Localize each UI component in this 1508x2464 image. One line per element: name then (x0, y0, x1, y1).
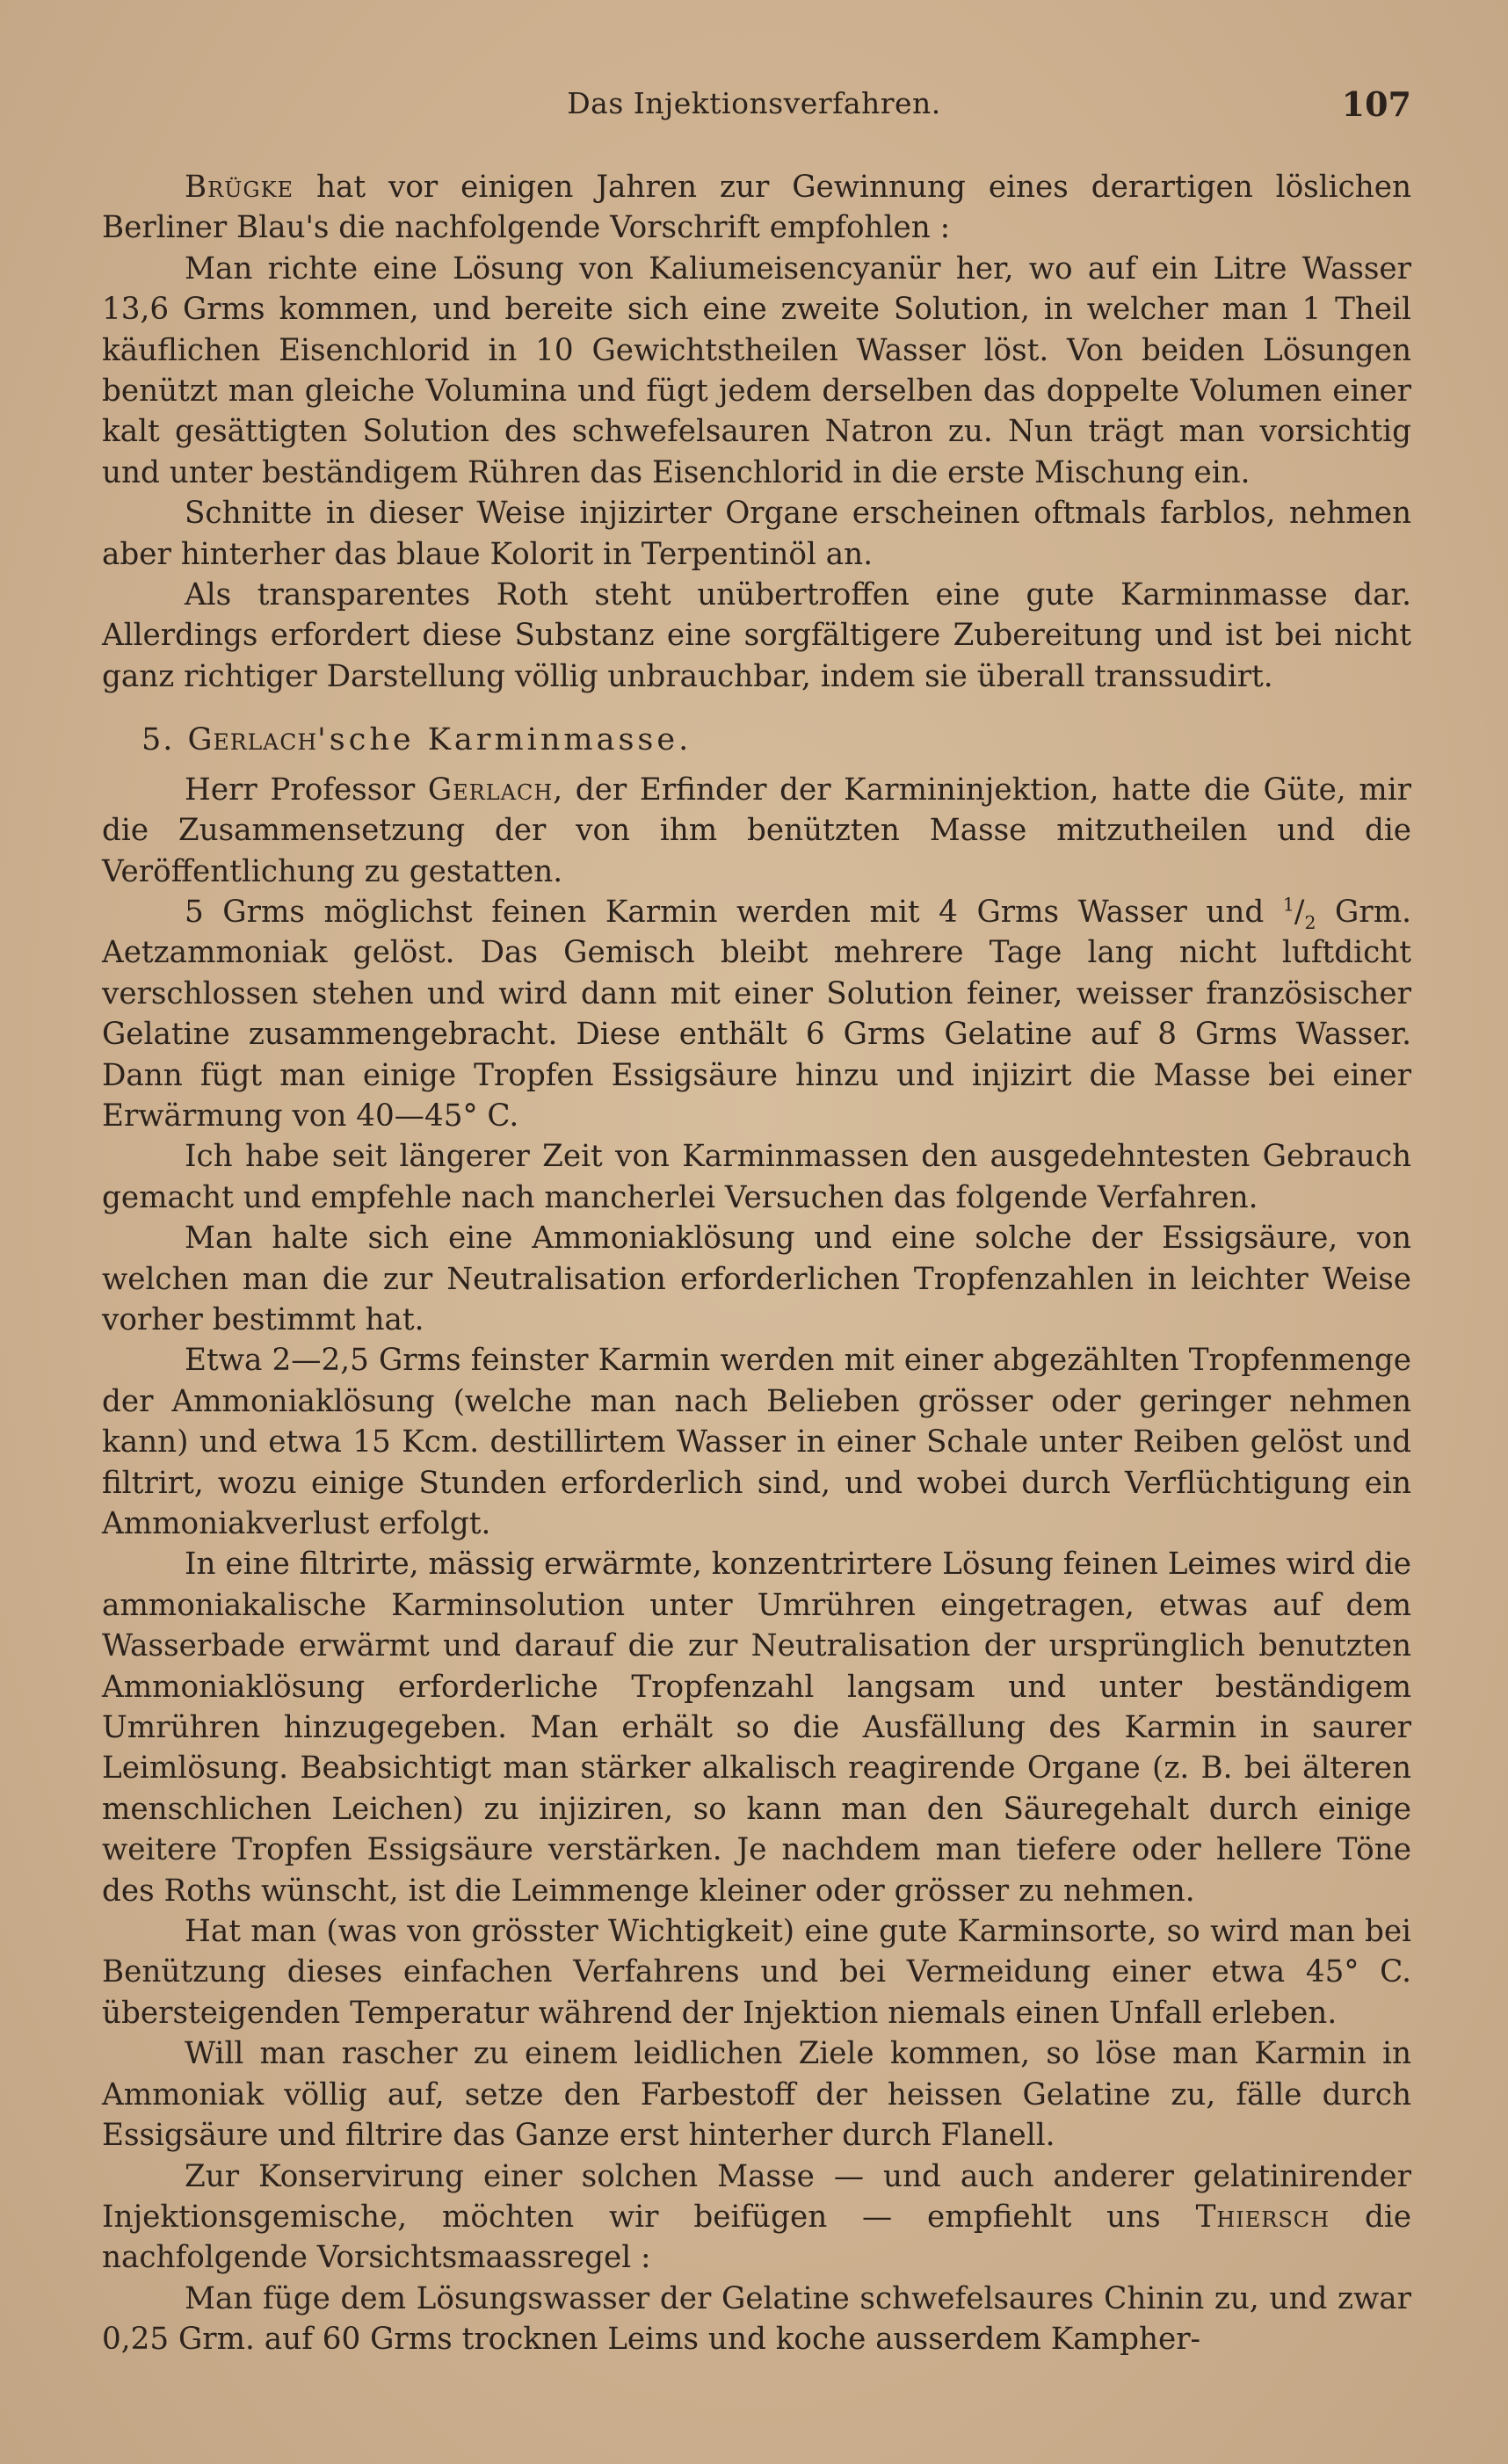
author-name-gerlach: Gerlach (427, 772, 554, 808)
paragraph-bruecke (102, 167, 1411, 249)
running-head-title: Das Injektionsverfahren. (567, 86, 941, 120)
paragraph-ammonia: Man halte sich eine Ammoniaklösung und eine solche der Essigsäure, von welchen man die zur Neutralisation erforderlichen Tropfenzahlen in leichter Weise vorher bestimmt hat. (102, 1221, 1411, 1337)
paragraph-transparent-red: Als transparentes Roth steht unübertroffen eine gute Karminmasse dar. Allerdings erfordert diese Substanz eine sorgfältigere Zubereitung und ist bei nicht ganz richtiger Darstellung völlig unbrauchbar, indem sie überall transsudirt. (102, 577, 1411, 694)
paragraph-gerlach-recipe: 5 Grms möglichst feinen Karmin werden mit 4 Grms Wasser und $^1/_2$ Grm. Aetzammoniak gelöst. Das Gemisch bleibt mehrere Tage lang nicht luftdicht verschlossen stehen und wird dann mit einer Solution feiner, weisser französischer Gelatine zusammengebracht. Diese enthält 6 Grms Gelatine auf 8 Grms Wasser. Dann fügt man einige Tropfen Essigsäure hinzu und injizirt die Masse bei einer Erwärmung von 40—45° C. (102, 894, 1411, 1134)
section-number: 5. (141, 722, 175, 758)
paragraph-good-carmine: Hat man (was von grösster Wichtigkeit) eine gute Karminsorte, so wird man bei Benützung dieses einfachen Verfahrens und bei Vermeidung einer etwa 45° C. übersteigenden Temperatur während der Injektion niemals einen Unfall erleben. (102, 1914, 1411, 2031)
paragraph-text: hat vor einigen Jahren zur Gewinnung eines derartigen löslichen Berliner Blau's die nachfolgende Vorschrift empfohlen : (102, 170, 1411, 246)
paragraph-carmine-amount: Etwa 2—2,5 Grms feinster Karmin werden mit einer abgezählten Tropfenmenge der Ammoniaklösung (welche man nach Belieben grösser oder geringer nehmen kann) und etwa 15 Kcm. destillirtem Wasser in einer Schale unter Reiben gelöst und filtrirt, wozu einige Stunden erforderlich sind, und wobei durch Verflüchtigung ein Ammoniakverlust erfolgt. (102, 1343, 1411, 1541)
paragraph-glue-solution: In eine filtrirte, mässig erwärmte, konzentrirtere Lösung feinen Leimes wird die ammoniakalische Karminsolution unter Umrühren eingetragen, etwas auf dem Wasserbade erwärmt und darauf die zur Neutralisation der ursprünglich benutzten Ammoniaklösung erforderliche Tropfenzahl langsam und unter beständigem Umrühren hinzugegeben. Man erhält so die Ausfällung des Karmin in saurer Leimlösung. Beabsichtigt man stärker alkalisch reagirende Organe (z. B. bei älteren menschlichen Leichen) zu injiziren, so kann man den Säuregehalt durch einige weitere Tropfen Essigsäure verstärken. Je nachdem man tiefere oder hellere Töne des Roths wünscht, ist die Leimmenge kleiner oder grösser zu nehmen. (102, 1547, 1411, 1909)
body-text (102, 167, 1411, 2360)
author-name-bruecke: Brügke (185, 170, 294, 205)
paragraph-experience: Ich habe seit längerer Zeit von Karminmassen den ausgedehntesten Gebrauch gemacht und empfehle nach mancherlei Versuchen das folgende Verfahren. (102, 1139, 1411, 1215)
section-rest: 'sche Karminmasse. (317, 722, 692, 758)
section-author: Gerlach (187, 722, 318, 758)
paragraph-recipe: Man richte eine Lösung von Kaliumeisencyanür her, wo auf ein Litre Wasser 13,6 Grms kommen, und bereite sich eine zweite Solution, in welcher man 1 Theil käuflichen Eisenchlorid in 10 Gewichtstheilen Wasser löst. Von beiden Lösungen benützt man gleiche Volumina und fügt jedem derselben das doppelte Volumen einer kalt gesättigten Solution des schwefelsauren Natron zu. Nun trägt man vorsichtig und unter beständigem Rühren das Eisenchlorid in die erste Mischung ein. (102, 250, 1411, 490)
section-heading (102, 720, 1411, 760)
fraction-half: $^1/_2$ (1282, 894, 1316, 933)
page-number: 107 (1341, 84, 1411, 124)
paragraph-gerlach: Herr Professor Gerlach, der Erfinder der Karmininjektion, hatte die Güte, mir die Zusammensetzung der von ihm benützten Masse mitzutheilen und die Veröffentlichung zu gestatten. (102, 772, 1411, 889)
paragraph-faster: Will man rascher zu einem leidlichen Ziele kommen, so löse man Karmin in Ammoniak völlig auf, setze den Farbestoff der heissen Gelatine zu, fälle durch Essigsäure und filtrire das Ganze erst hinterher durch Flanell. (102, 2036, 1411, 2154)
paragraph-preservation: Zur Konservirung einer solchen Masse — und auch anderer gelatinirender Injektionsgemische, möchten wir beifügen — empfiehlt uns Thiersch die nachfolgende Vorsichtsmaassregel : (102, 2158, 1411, 2276)
paragraph-quinine: Man füge dem Lösungswasser der Gelatine schwefelsaures Chinin zu, und zwar 0,25 Grm. auf 60 Grms trocknen Leims und koche ausserdem Kampher- (102, 2280, 1411, 2358)
paragraph-sections: Schnitte in dieser Weise injizirter Organe erscheinen oftmals farblos, nehmen aber hinterher das blaue Kolorit in Terpentinöl an. (102, 496, 1411, 572)
running-head (0, 86, 1508, 130)
author-name-thiersch: Thiersch (1195, 2199, 1330, 2235)
